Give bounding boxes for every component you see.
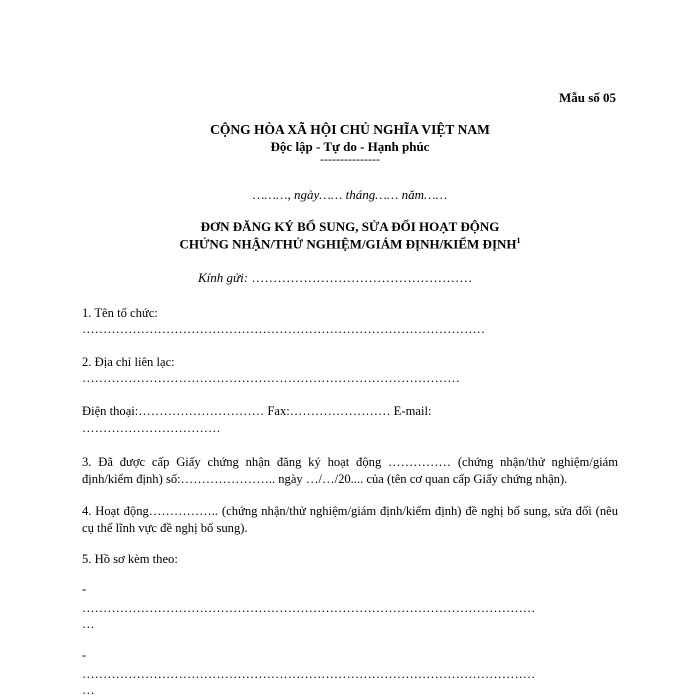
email-dots: …………………………… — [82, 421, 221, 435]
country-name: CỘNG HÒA XÃ HỘI CHỦ NGHĨA VIỆT NAM — [210, 122, 490, 137]
recipient-line — [198, 270, 472, 286]
national-motto: Độc lập - Tự do - Hạnh phúc — [270, 139, 430, 154]
attachment-cont-1: … — [82, 617, 95, 631]
document-title-line-2 — [0, 236, 700, 252]
footnote-marker: 1 — [516, 236, 521, 245]
recipient-dots: …………………………………………… — [248, 270, 473, 285]
title-line-2-text: CHỨNG NHẬN/THỬ NGHIỆM/GIÁM ĐỊNH/KIỂM ĐỊNH — [179, 236, 517, 252]
item-3-text: 3. Đã được cấp Giấy chứng nhận đăng ký hoạt động …………… (chứng nhận/thử nghiệm/giám định/kiểm định) số:………………….. ngày …/…/20.... của (tên cơ quan cấp Giấy chứng nhận). — [82, 455, 618, 486]
contact-line: Điện thoại:………………………… Fax:…………………… E-mail: — [82, 404, 432, 418]
item-4-text: 4. Hoạt động…………….. (chứng nhận/thử nghiệm/giám định/kiểm định) đề nghị bổ sung, sửa đổi (nêu cụ thể lĩnh vực đề nghị bổ sung). — [82, 504, 618, 535]
address-label: 2. Địa chỉ liên lạc: — [82, 355, 175, 369]
document-title-line-1: ĐƠN ĐĂNG KÝ BỔ SUNG, SỬA ĐỔI HOẠT ĐỘNG — [200, 219, 500, 234]
address-dots: ……………………………………………………………………………… — [82, 371, 460, 385]
attachment-dots-1: ……………………………………………………………………………………………… — [82, 601, 536, 615]
org-name-dots: …………………………………………………………………………………… — [82, 322, 485, 336]
attachment-cont-2: … — [82, 683, 95, 697]
date-line: ………, ngày…… tháng…… năm…… — [252, 187, 448, 202]
attachment-dots-2: ……………………………………………………………………………………………… — [82, 667, 536, 681]
form-number: Mẫu số 05 — [558, 90, 616, 105]
recipient-label: Kính gửi: — [198, 270, 249, 285]
attachment-bullet-2: - — [82, 648, 87, 662]
item-5-label: 5. Hồ sơ kèm theo: — [82, 552, 178, 566]
attachment-bullet-1: - — [82, 582, 87, 596]
header-separator: --------------- — [320, 152, 380, 166]
org-name-label: 1. Tên tổ chức: — [82, 306, 158, 320]
